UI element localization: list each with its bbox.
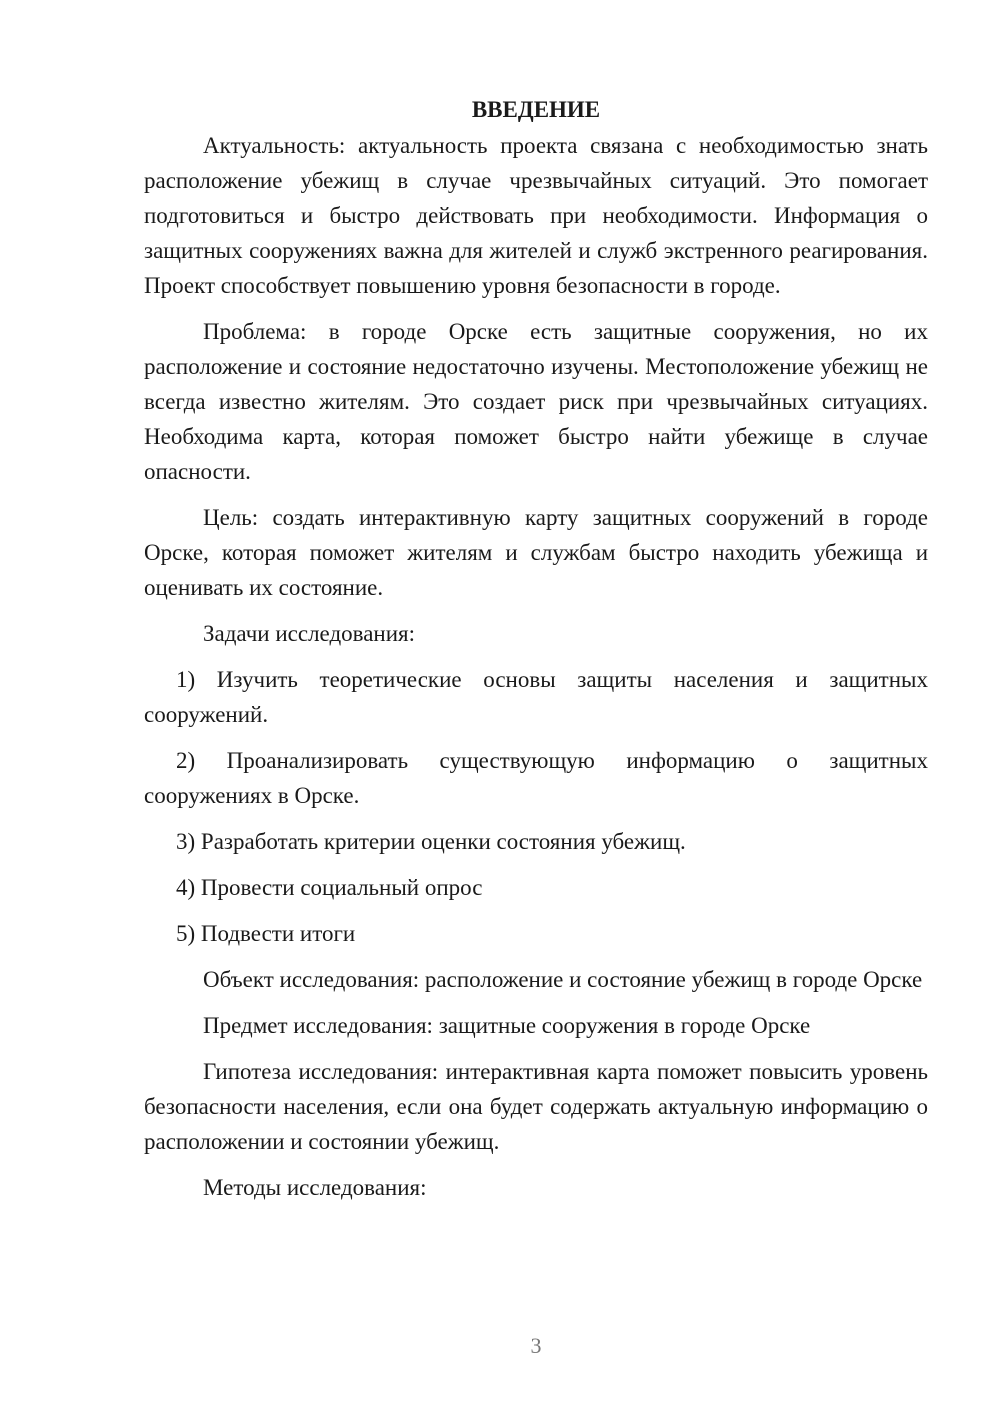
paragraph-problem: Проблема: в городе Орске есть защитные сооружения, но их расположение и состояние недостаточно изучены. Местоположение убежищ не всегда известно жителям. Это создает риск при чрезвычайных ситуациях. Необходима карта, которая поможет быстро найти убежище в случае опасности.: [144, 319, 928, 484]
task-item-5: 5) Подвести итоги: [176, 921, 356, 946]
task-item-1: 1) Изучить теоретические основы защиты населения и защитных сооружений.: [144, 667, 928, 727]
task-item-4: 4) Провести социальный опрос: [176, 875, 483, 900]
paragraph-relevance: Актуальность: актуальность проекта связана с необходимостью знать расположение убежищ в случае чрезвычайных ситуаций. Это помогает подготовиться и быстро действовать при необходимости. Информация о защитных сооружениях важна для жителей и служб экстренного реагирования. Проект способствует повышению уровня безопасности в городе.: [144, 133, 928, 298]
tasks-heading: Задачи исследования:: [203, 621, 416, 646]
paragraph-hypothesis: Гипотеза исследования: интерактивная карта поможет повысить уровень безопасности населения, если она будет содержать актуальную информацию о расположении и состоянии убежищ.: [144, 1059, 928, 1154]
page-title: ВВЕДЕНИЕ: [471, 97, 601, 122]
paragraph-goal: Цель: создать интерактивную карту защитных сооружений в городе Орске, которая поможет жителям и службам быстро находить убежища и оценивать их состояние.: [144, 505, 928, 600]
task-item-3: 3) Разработать критерии оценки состояния убежищ.: [176, 829, 686, 854]
page-number: 3: [530, 1333, 542, 1358]
page-content: [144, 94, 928, 1205]
paragraph-object: Объект исследования: расположение и состояние убежищ в городе Орске: [203, 967, 923, 992]
task-item-2: 2) Проанализировать существующую информацию о защитных сооружениях в Орске.: [144, 748, 928, 808]
methods-heading: Методы исследования:: [203, 1175, 427, 1200]
paragraph-subject: Предмет исследования: защитные сооружения в городе Орске: [203, 1013, 811, 1038]
